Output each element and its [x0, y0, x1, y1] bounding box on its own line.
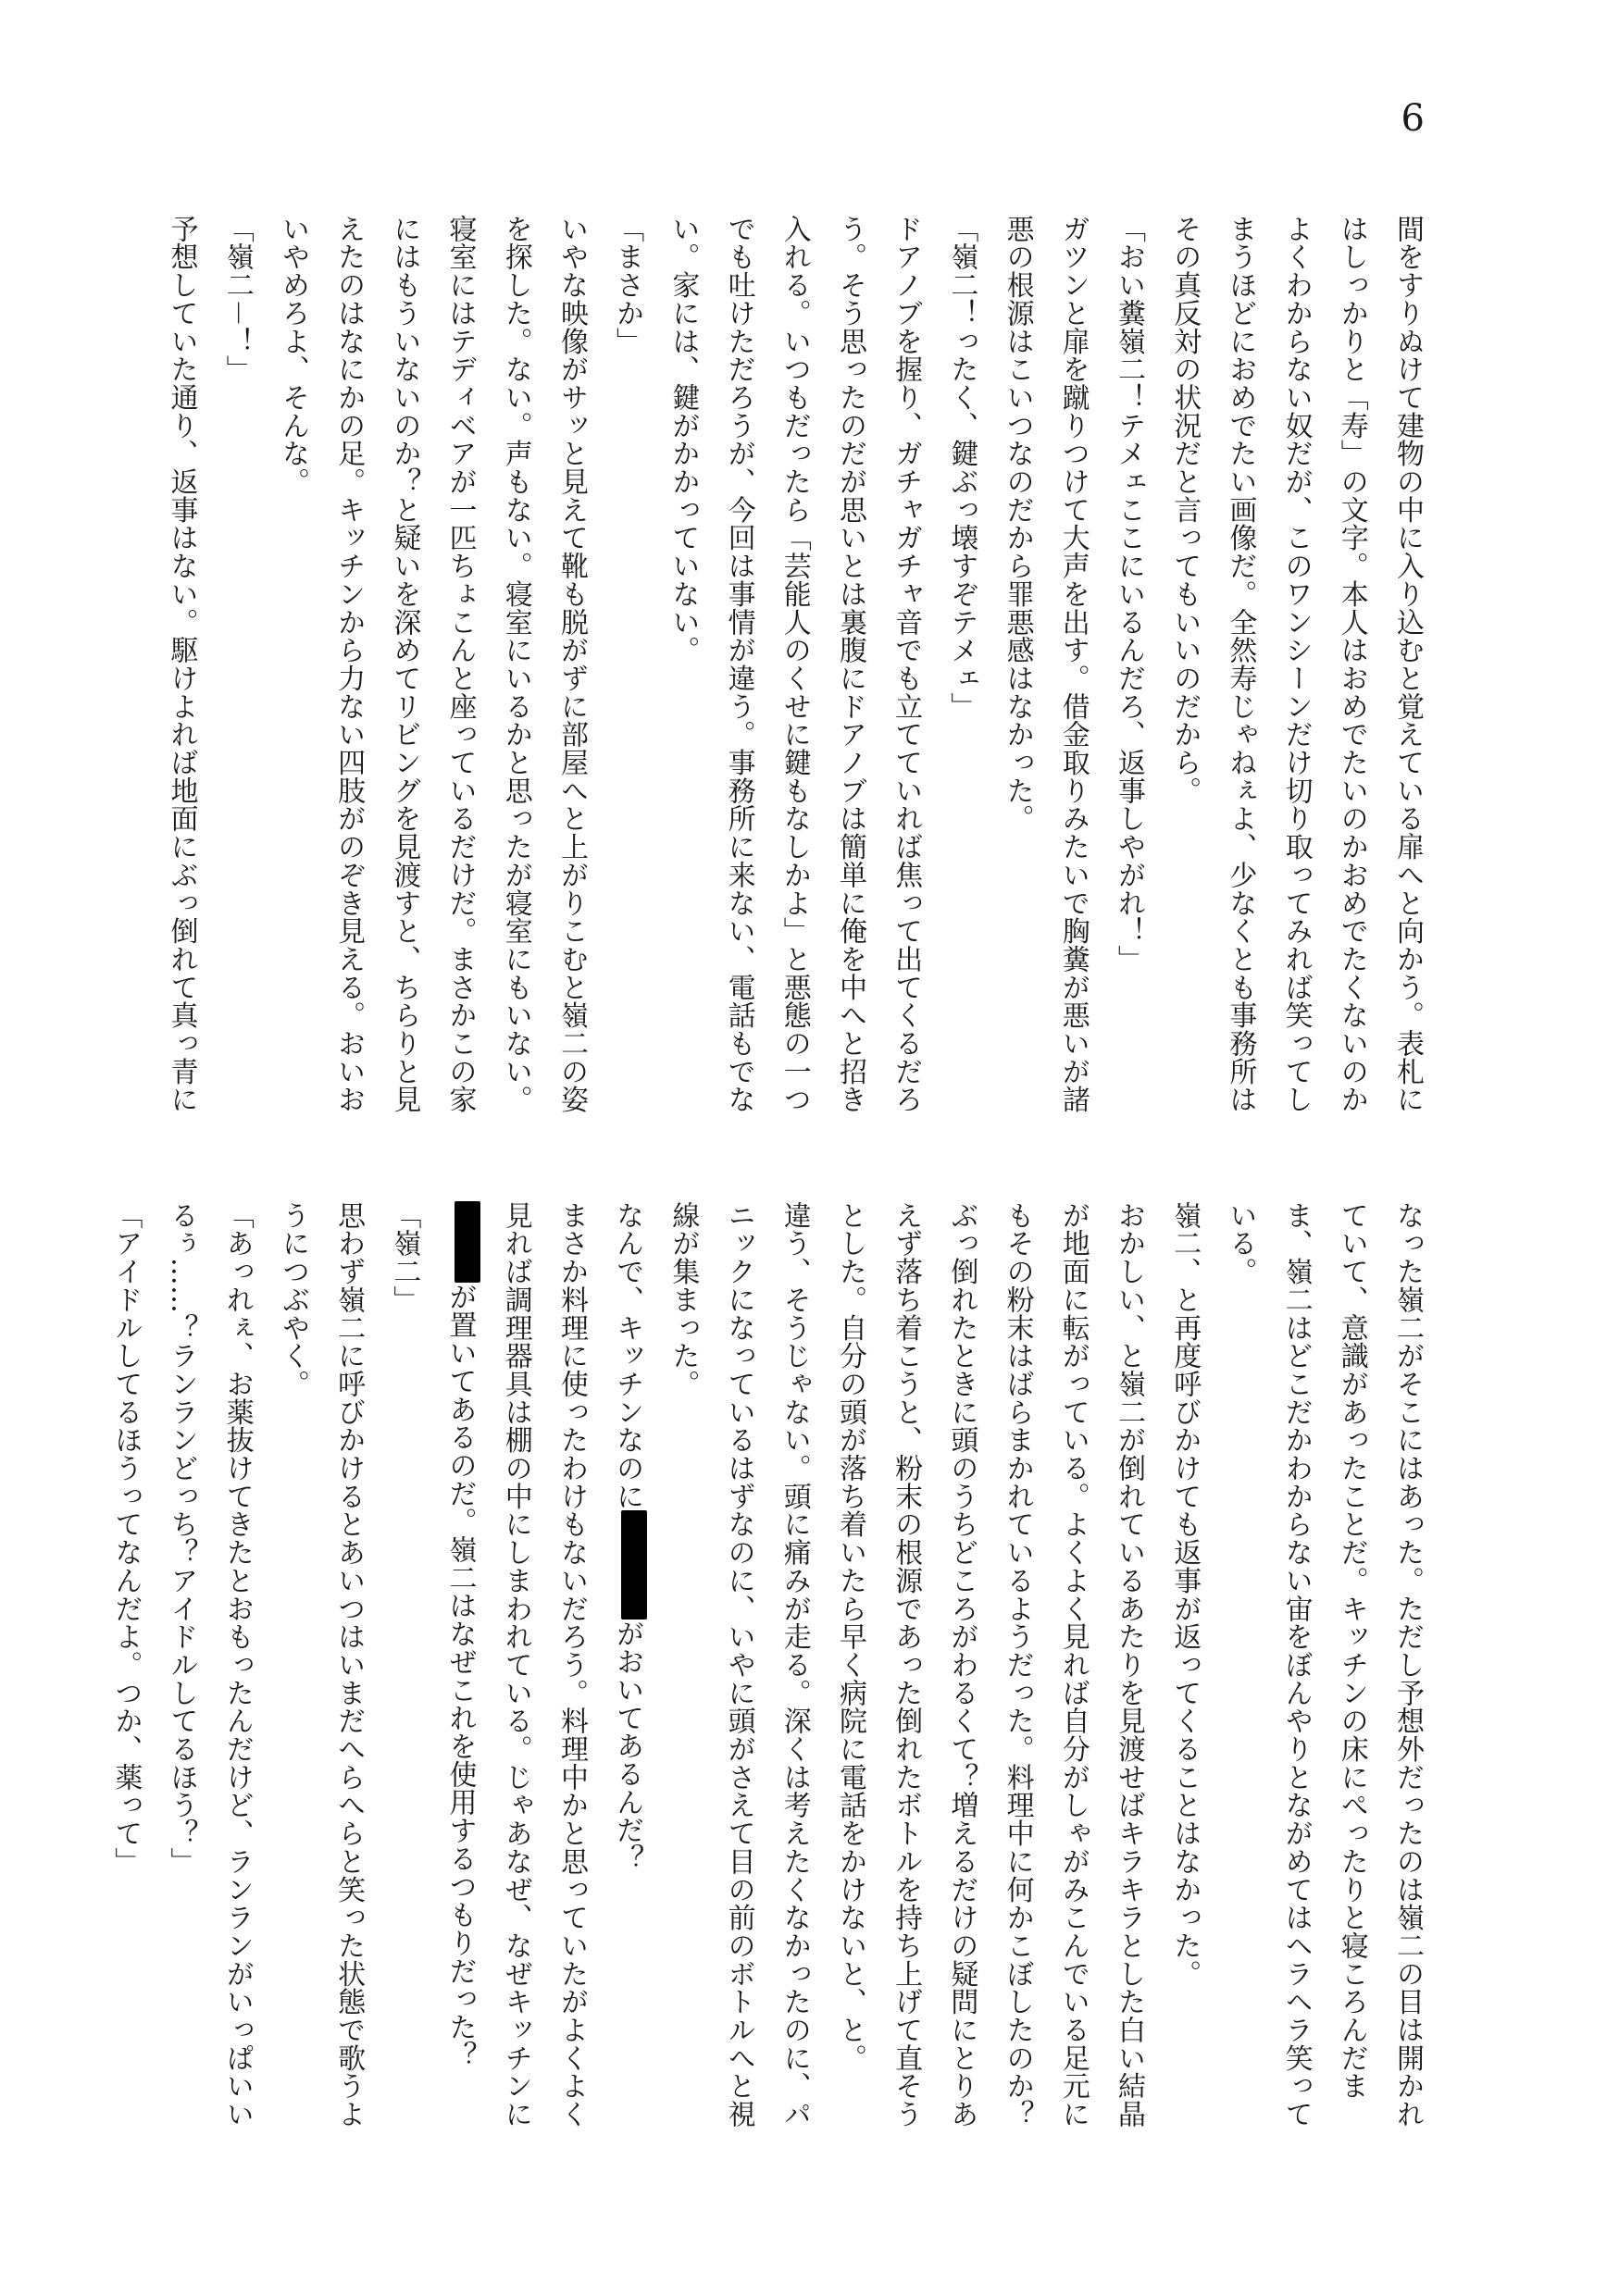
dialogue-line: 「嶺二－！」	[220, 215, 254, 384]
paragraph: 嶺二、と再度呼びかけても返事が返ってくることはなかった。	[1168, 1201, 1202, 1988]
dialogue-line: 「嶺二」	[388, 1201, 421, 1314]
paragraph: ドアノブを握り、ガチャガチャ音でも立てていれば焦って出てくるだろう。そう思ったのだが思いとは裏腹にドアノブは簡単に俺を中へと招き入れる。いつもだったら「芸能人のくせに鍵もなしかよ」と悪態の一つでも吐けただろうが、今回は事情が違う。事務所に来ない、電話もでない。家には、鍵がかかっていない。	[666, 215, 923, 1114]
redaction-bar	[621, 1510, 647, 1620]
paragraph: 間をすりぬけて建物の中に入り込むと覚えている扉へと向かう。表札にはしっかりと「寿」の文字。本人はおめでたいのかおめでたくないのかよくわからない奴だが、このワンシーンだけ切り取ってみれば笑ってしまうほどにおめでたい画像だ。全然寿じゃねぇよ、少なくとも事務所はその真反対の状況だと言ってもいいのだから。	[1168, 215, 1424, 1114]
text-after-redaction: がおいてあるんだ？	[611, 1619, 644, 1873]
paragraph-with-redaction	[431, 1201, 599, 2145]
paragraph: おかしい、と嶺二が倒れているあたりを見渡せばキラキラとした白い結晶が地面に転がっている。よくよく見れば自分がしゃがみこんでいる足元にもその粉末はばらまかれているようだった。料理中に何かこぼしたのか？ぶっ倒れたときに頭のうちどころがわるくて？増えるだけの疑問にとりあえず落ち着こうと、粉末の根源であった倒れたボトルを持ち上げて直そうとした。自分の頭が落ち着いたら早く病院に電話をかけないと、と。	[833, 1201, 1145, 2128]
dialogue-line: 「あっれぇ、お薬抜けてきたとおもったんだけど、ランランがいっぱいいるぅ……？ランランどっち？アイドルしてるほう？」	[165, 1201, 254, 2128]
paragraph: 思わず嶺二に呼びかけるとあいつはいまだへらへらと笑った状態で歌うようにつぶやく。	[276, 1201, 366, 2128]
paragraph: ガツンと扉を蹴りつけて大声を出す。借金取りみたいで胸糞が悪いが諸悪の根源はこいつなのだから罪悪感はなかった。	[1001, 215, 1090, 1114]
upper-text-block	[165, 215, 1435, 1140]
text-before-redaction: まさか料理に使ったわけもないだろう。料理中かと思っていたがよくよく見れば調理器具は棚の中にしまわれている。じゃあなぜ、なぜキッチンに	[499, 1201, 588, 2128]
dialogue-line: 「アイドルしてるほうってなんだよ。つか、薬って」	[109, 1201, 143, 1876]
paragraph: 違う、そうじゃない。頭に痛みが走る。深くは考えたくなかったのに、パニックになっているはずなのに、いやに頭がさえて目の前のボトルへと視線が集まった。	[666, 1201, 811, 2128]
paragraph: 予想していた通り、返事はない。駆けよれば地面にぶっ倒れて真っ青に	[165, 215, 198, 1114]
redaction-bar	[455, 1201, 480, 1283]
paragraph: なった嶺二がそこにはあった。ただし予想外だったのは嶺二の目は開かれていて、意識があったことだ。キッチンの床にぺったりと寝ころんだまま、嶺二はどこだかわからない宙をぼんやりとながめてはヘラヘラ笑っている。	[1224, 1201, 1424, 2128]
text-before-redaction: なんで、キッチンなのに	[611, 1201, 644, 1510]
dialogue-line: 「嶺二！ったく、鍵ぶっ壊すぞテメェ」	[945, 215, 978, 721]
dialogue-line: 「まさか」	[611, 215, 644, 355]
dialogue-line: 「おい糞嶺二！テメェここにいるんだろ、返事しやがれ！」	[1112, 215, 1145, 974]
lower-text-block	[109, 1201, 1435, 2145]
paragraph-with-redaction	[599, 1201, 654, 2145]
paragraph: いやな映像がサッと見えて靴も脱がずに部屋へと上がりこむと嶺二の姿を探した。ない。声もない。寝室にいるかと思ったが寝室にもいない。寝室にはテディベアが一匹ちょこんと座っているだけだ。まさかこの家にはもういないのか？と疑いを深めてリビングを見渡すと、ちらりと見えたのはなにかの足。キッチンから力ない四肢がのぞき見える。おいおいやめろよ、そんな。	[276, 215, 588, 1114]
text-after-redaction: が置いてあるのだ。嶺二はなぜこれを使用するつもりだった？	[443, 1283, 477, 2069]
page-number: 6	[1401, 97, 1425, 140]
